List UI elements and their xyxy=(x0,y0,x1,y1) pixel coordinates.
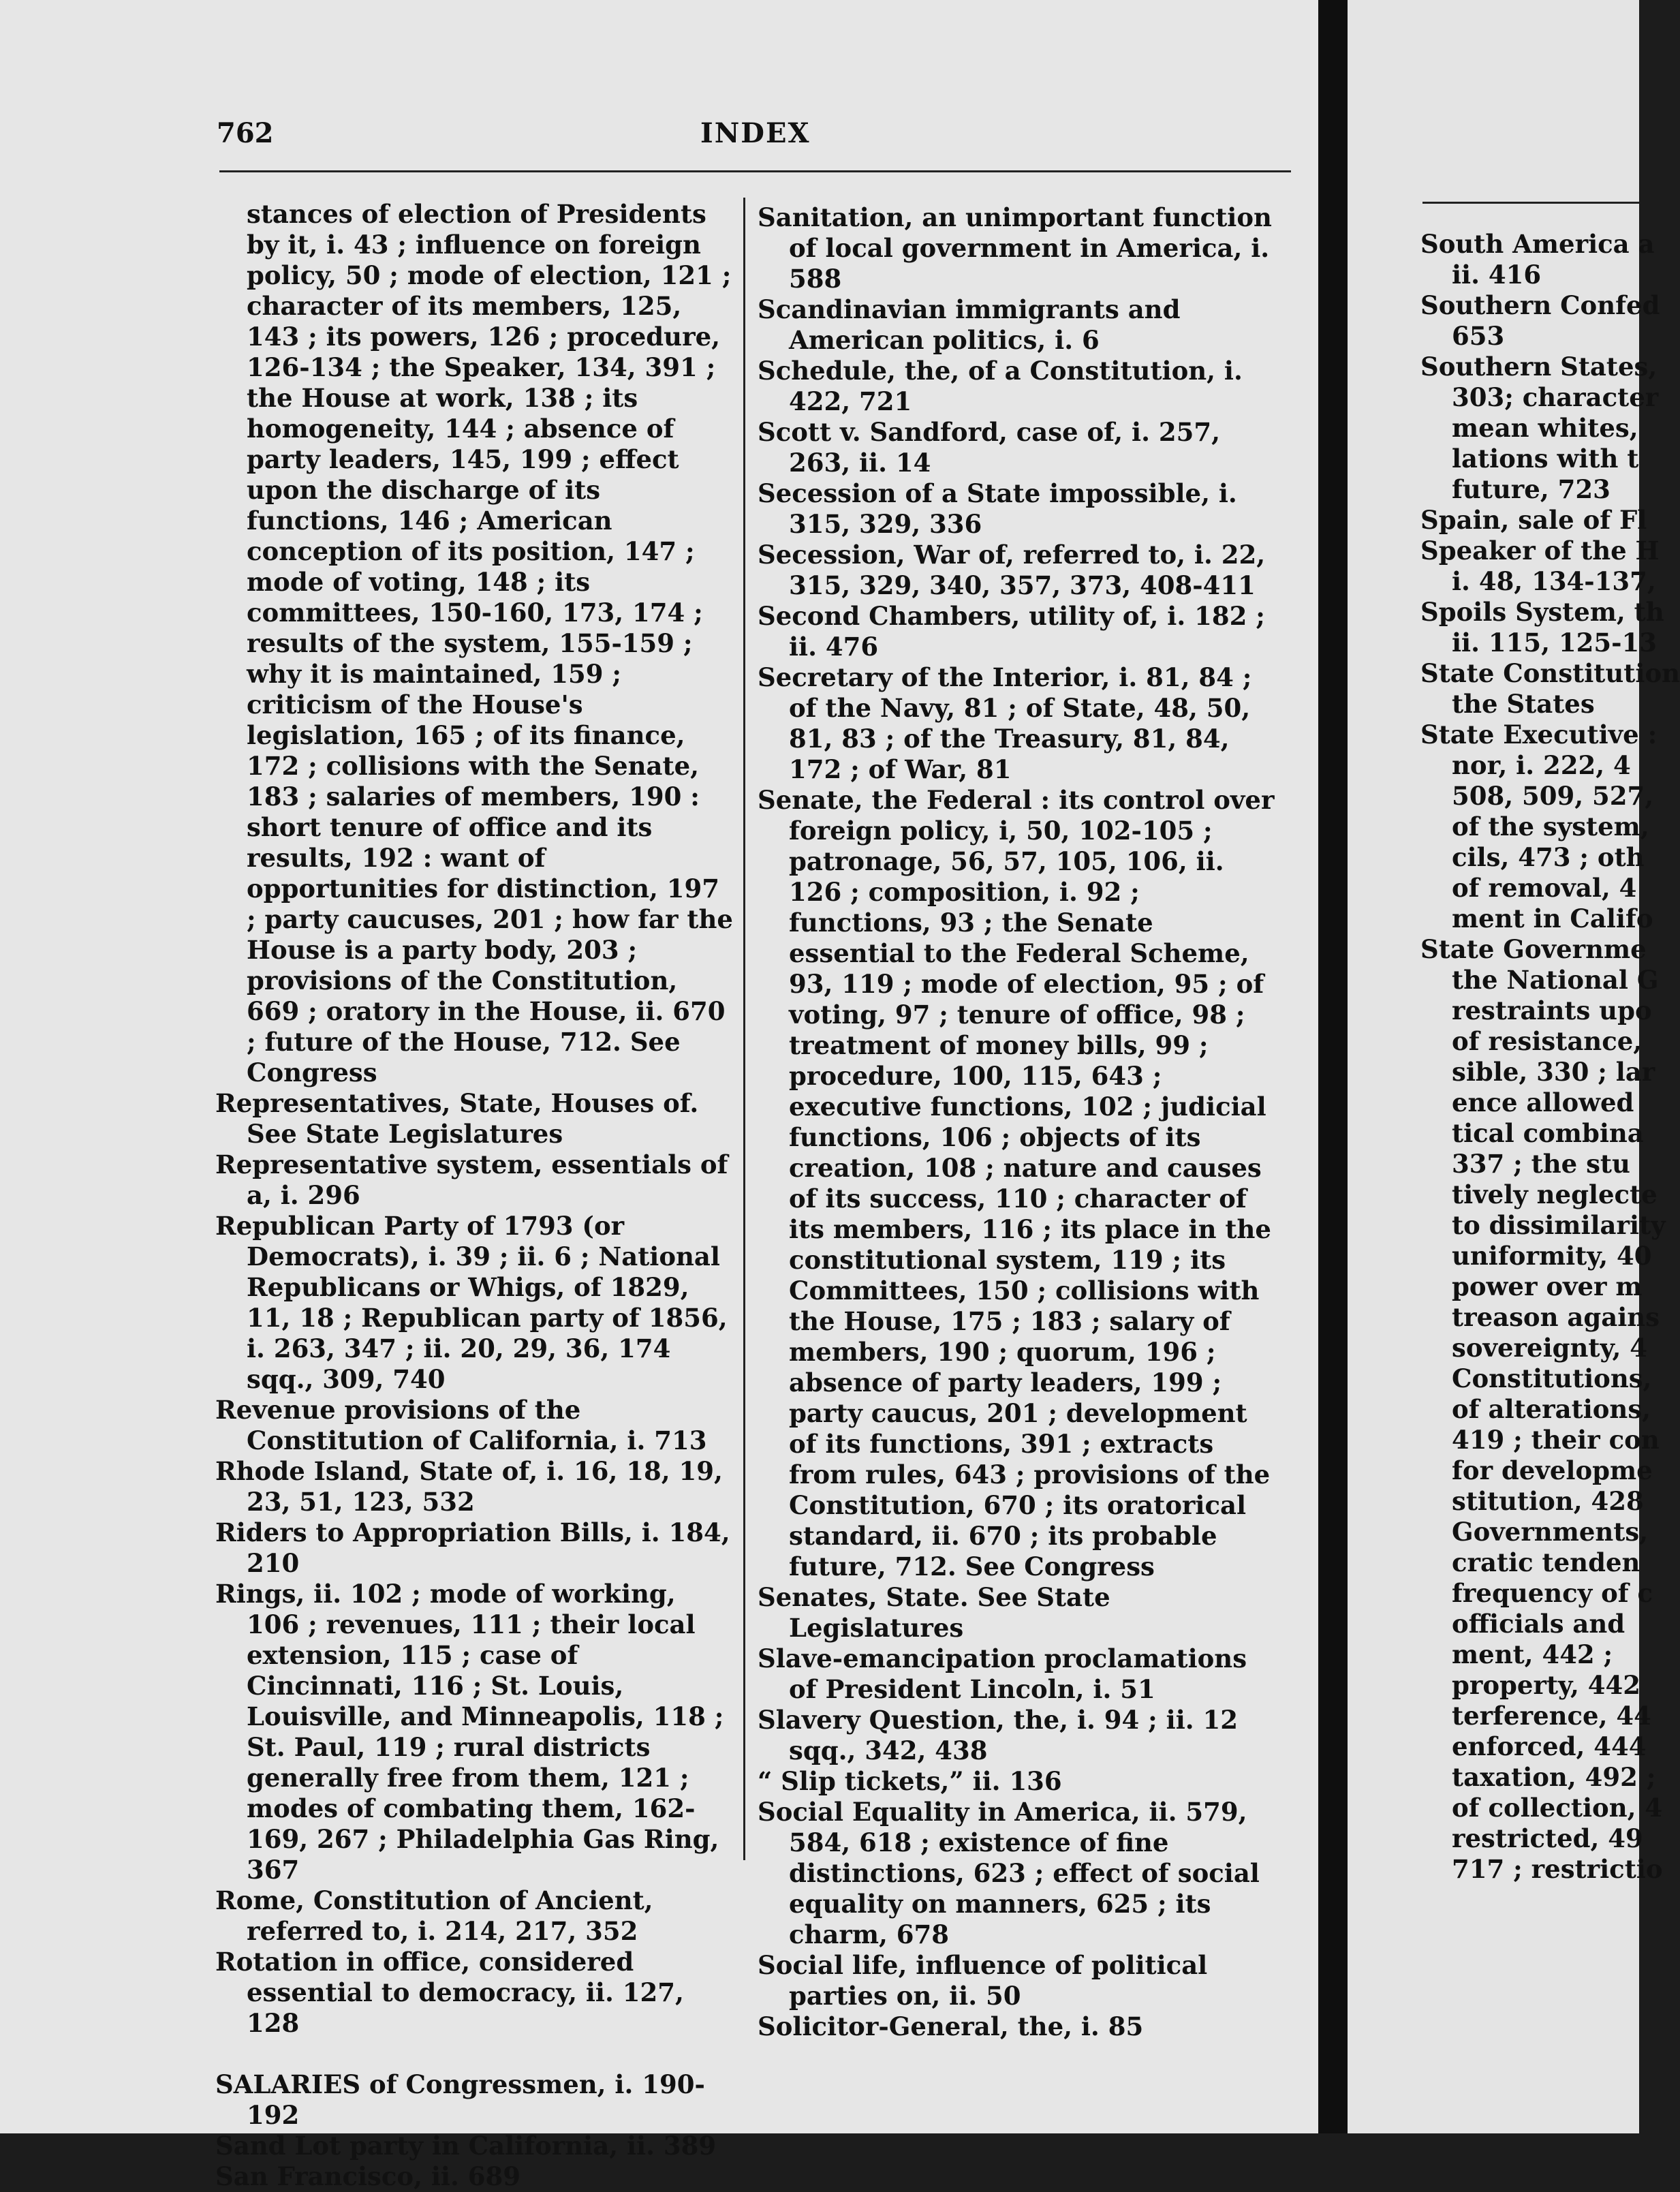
column-divider xyxy=(743,198,745,1860)
index-entry-fragment: for developme xyxy=(1452,1455,1653,1485)
index-entry-fragment: ment in Califo xyxy=(1452,904,1653,933)
index-entry-fragment: Southern Confed xyxy=(1420,290,1660,320)
index-entry-fragment: future, 723 xyxy=(1452,474,1611,504)
index-entry: stances of election of Presidents by it, i. 43 ; influence on foreign policy, 50 ; mode of election, 121 ; character of its members, 125, 143 ; its powers, 126 ; procedure, 126-134 ; the Speaker, 134, 391 ; the House at work, 138 ; its homogeneity, 144 ; absence of party leaders, 145, 199 ; effect upon the discharge of its functions, 146 ; American conception of its position, 147 ; mode of voting, 148 ; its committees, 150-160, 173, 174 ; results of the system, 155-159 ; why it is maintained, 159 ; criticism of the House's legislation, 165 ; of its finance, 172 ; collisions with the Senate, 183 ; salaries of members, 190 : short tenure of office and its results, 192 : want of opportunities for distinction, 197 ; party caucuses, 201 ; how far the House is a party body, 203 ; provisions of the Constitution, 669 ; oratory in the House, ii. 670 ; future of the House, 712. See Congress xyxy=(247,199,733,1087)
index-entry: Secretary of the Interior, i. 81, 84 ; of the Navy, 81 ; of State, 48, 50, 81, 83 ; of the Treasury, 81, 84, 172 ; of War, 81 xyxy=(758,662,1252,784)
index-entry-fragment: Speaker of the H xyxy=(1420,536,1660,566)
index-entry-fragment: 653 xyxy=(1452,321,1505,351)
index-entry-fragment: nor, i. 222, 4 xyxy=(1452,750,1631,780)
index-entry: Solicitor-General, the, i. 85 xyxy=(758,2011,1144,2041)
index-entry: San Francisco, ii. 689 xyxy=(215,2161,520,2191)
index-entry: Slave-emancipation proclamations of President Lincoln, i. 51 xyxy=(758,1643,1247,1704)
page-title: INDEX xyxy=(700,117,811,149)
index-entry-fragment: 508, 509, 527, xyxy=(1452,781,1654,811)
index-entry-fragment: officials and xyxy=(1452,1609,1625,1639)
page-gutter xyxy=(1318,0,1348,2133)
header-rule xyxy=(219,170,1291,172)
index-entry-fragment: State Governme xyxy=(1420,934,1647,964)
index-entry-fragment: sovereignty, 4 xyxy=(1452,1333,1647,1363)
index-entry-fragment: power over m xyxy=(1452,1271,1643,1301)
index-column-right-fragment xyxy=(1420,229,1680,1885)
index-entry-fragment: mean whites, xyxy=(1452,413,1638,443)
index-entry-fragment: enforced, 444 xyxy=(1452,1731,1647,1761)
index-entry-fragment: Spoils System, th xyxy=(1420,597,1664,627)
index-entry-fragment: stitution, 428 xyxy=(1452,1486,1644,1516)
index-entry-fragment: ence allowed xyxy=(1452,1087,1634,1117)
index-entry-fragment: restraints upo xyxy=(1452,995,1652,1025)
index-entry-fragment: the National G xyxy=(1452,965,1659,995)
index-entry-fragment: taxation, 492 ; xyxy=(1452,1762,1656,1792)
index-column-left xyxy=(215,199,736,2192)
index-entry-fragment: restricted, 49 xyxy=(1452,1823,1643,1853)
index-entry: Rotation in office, considered essential to democracy, ii. 127, 128 xyxy=(215,1947,684,2038)
index-entry-fragment: cils, 473 ; oth xyxy=(1452,842,1645,872)
index-entry: Revenue provisions of the Constitution of California, i. 713 xyxy=(215,1395,707,1455)
index-entry-fragment: to dissimilarity xyxy=(1452,1210,1666,1240)
index-entry-fragment: tical combina xyxy=(1452,1118,1644,1148)
index-entry-fragment: Spain, sale of Fl xyxy=(1420,505,1647,535)
index-entry: Social Equality in America, ii. 579, 584, 618 ; existence of fine distinctions, 623 ; effect of social equality on manners, 625 ; its charm, 678 xyxy=(758,1797,1260,1949)
page-number: 762 xyxy=(217,117,274,149)
index-entry: Republican Party of 1793 (or Democrats), i. 39 ; ii. 6 ; National Republicans or Whigs, of 1829, 11, 18 ; Republican party of 1856, i. 263, 347 ; ii. 20, 29, 36, 174 sqq., 309, 740 xyxy=(215,1211,728,1394)
right-header-rule xyxy=(1422,202,1639,204)
index-entry-fragment: South America a xyxy=(1420,229,1655,259)
index-entry: Rhode Island, State of, i. 16, 18, 19, 23, 51, 123, 532 xyxy=(215,1456,723,1517)
index-entry-fragment: of the system, xyxy=(1452,812,1649,842)
index-entry: Rome, Constitution of Ancient, referred to, i. 214, 217, 352 xyxy=(215,1885,653,1946)
index-entry: Schedule, the, of a Constitution, i. 422, 721 xyxy=(758,356,1243,416)
index-entry-fragment: lations with t xyxy=(1452,444,1639,474)
index-entry-fragment: Governments, xyxy=(1452,1517,1649,1547)
index-entry-fragment: sible, 330 ; lar xyxy=(1452,1057,1655,1087)
index-entry: “ Slip tickets,” ii. 136 xyxy=(758,1766,1062,1796)
index-entry: Sanitation, an unimportant function of local government in America, i. 588 xyxy=(758,202,1272,294)
index-entry-fragment: 337 ; the stu xyxy=(1452,1149,1630,1179)
index-entry: Rings, ii. 102 ; mode of working, 106 ; revenues, 111 ; their local extension, 115 ; case of Cincinnati, 116 ; St. Louis, Louisville, and Minneapolis, 118 ; St. Paul, 119 ; rural districts generally free from them, 121 ; modes of combating them, 162-169, 267 ; Philadelphia Gas Ring, 367 xyxy=(215,1579,724,1885)
index-entry: Secession of a State impossible, i. 315, 329, 336 xyxy=(758,478,1237,539)
index-entry-fragment: ment, 442 ; xyxy=(1452,1639,1613,1669)
index-entry: Riders to Appropriation Bills, i. 184, 210 xyxy=(215,1517,730,1578)
index-entry: Sand Lot party in California, ii. 389 xyxy=(215,2131,717,2161)
index-entry-fragment: ii. 416 xyxy=(1452,260,1542,290)
index-entry-fragment: State Executive : xyxy=(1420,720,1658,750)
index-entry-fragment: the States xyxy=(1452,689,1595,719)
index-entry-fragment: property, 442 xyxy=(1452,1670,1640,1700)
index-entry: Secession, War of, referred to, i. 22, 315, 329, 340, 357, 373, 408-411 xyxy=(758,540,1266,600)
index-entry-fragment: tively neglecte xyxy=(1452,1179,1658,1209)
index-entry-fragment: cratic tenden xyxy=(1452,1547,1640,1577)
section-gap xyxy=(215,2039,736,2069)
index-entry-fragment: of resistance, xyxy=(1452,1026,1643,1056)
index-entry: Social life, influence of political parties on, ii. 50 xyxy=(758,1950,1208,2011)
index-entry: Senate, the Federal : its control over foreign policy, i, 50, 102-105 ; patronage, 56, 57, 105, 106, ii. 126 ; composition, i. 92 ; functions, 93 ; the Senate essential to the Federal Scheme, 93, 119 ; mode of election, 95 ; of voting, 97 ; tenure of office, 98 ; treatment of money bills, 99 ; procedure, 100, 115, 643 ; executive functions, 102 ; judicial functions, 106 ; objects of its creation, 108 ; nature and causes of its success, 110 ; character of its members, 116 ; its place in the constitutional system, 119 ; its Committees, 150 ; collisions with the House, 175 ; 183 ; salary of members, 190 ; quorum, 196 ; absence of party leaders, 199 ; party caucus, 201 ; development of its functions, 391 ; extracts from rules, 643 ; provisions of the Constitution, 670 ; its oratorical standard, ii. 670 ; its probable future, 712. See Congress xyxy=(758,785,1275,1581)
page-header xyxy=(0,117,1318,158)
index-entry-fragment: uniformity, 40 xyxy=(1452,1241,1652,1271)
index-entry-fragment: 303; character xyxy=(1452,382,1659,412)
index-entry: Representatives, State, Houses of. See State Legislatures xyxy=(215,1088,699,1149)
index-entry-fragment: Constitutions, xyxy=(1452,1363,1652,1393)
index-entry-fragment: 419 ; their con xyxy=(1452,1425,1660,1455)
index-entry-fragment: of removal, 4 xyxy=(1452,873,1637,903)
index-entry-fragment: treason agains xyxy=(1452,1302,1660,1332)
index-entry-fragment: 717 ; restrictio xyxy=(1452,1854,1663,1884)
index-entry-fragment: ii. 115, 125-13 xyxy=(1452,628,1657,658)
index-entry-fragment: i. 48, 134-137, xyxy=(1452,566,1656,596)
index-entry-fragment: frequency of c xyxy=(1452,1578,1653,1608)
index-entry: Scandinavian immigrants and American politics, i. 6 xyxy=(758,294,1181,355)
index-entry-fragment: terference, 44 xyxy=(1452,1701,1651,1731)
index-entry: Scott v. Sandford, case of, i. 257, 263, ii. 14 xyxy=(758,417,1220,478)
index-entry-fragment: Southern States, xyxy=(1420,352,1658,382)
index-entry: Representative system, essentials of a, i. 296 xyxy=(215,1149,728,1210)
index-entry: Slavery Question, the, i. 94 ; ii. 12 sqq., 342, 438 xyxy=(758,1705,1239,1765)
index-entry-fragment: of alterations, xyxy=(1452,1394,1651,1424)
index-entry-fragment: State Constitution xyxy=(1420,658,1680,688)
index-entry-fragment: of collection, 4 xyxy=(1452,1793,1663,1823)
index-column-middle xyxy=(758,202,1278,2042)
index-entry: Senates, State. See State Legislatures xyxy=(758,1582,1110,1643)
index-entry: Second Chambers, utility of, i. 182 ; ii. 476 xyxy=(758,601,1265,662)
index-entry: SALARIES of Congressmen, i. 190-192 xyxy=(215,2069,705,2130)
